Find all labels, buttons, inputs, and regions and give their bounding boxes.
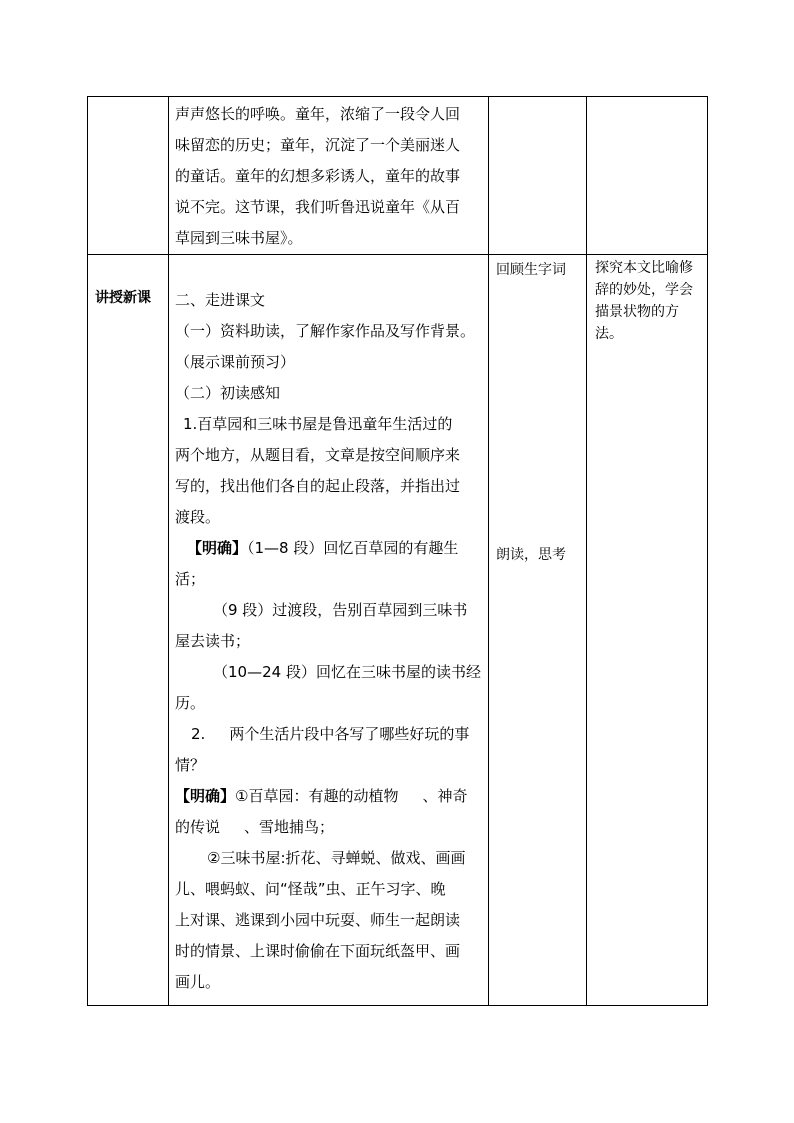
text-line: 的童话。童年的幻想多彩诱人，童年的故事	[175, 167, 461, 185]
text-span: 、雪地捕鸟；	[244, 818, 335, 836]
text-line: 上对课、逃课到小园中玩耍、师生一起朗读	[175, 911, 461, 929]
text-line: 写的，找出他们各自的起止段落，并指出过	[175, 477, 461, 495]
item-number: 2.	[191, 725, 206, 743]
text-line: （9 段）过渡段，告别百草园到三味书	[213, 601, 468, 619]
text-line: ②三味书屋:折花、寻蝉蜕、做戏、画画	[207, 849, 466, 867]
text-line: 说不完。这节课，我们听鲁迅说童年《从百	[175, 198, 461, 216]
text-line: 两个地方，从题目看，文章是按空间顺序来	[175, 446, 461, 464]
section-label: 讲授新课	[95, 290, 151, 306]
design-intent-cell	[587, 255, 708, 1006]
text-line: 画儿。	[175, 973, 221, 991]
text-line	[175, 781, 482, 812]
activity-review: 回顾生字词	[496, 262, 566, 278]
activity-read: 朗读，思考	[496, 547, 566, 563]
text-span: 、神奇	[422, 787, 468, 805]
text-span: （1—8 段）回忆百草园的有趣生	[247, 539, 459, 557]
text-span: 的传说	[175, 818, 221, 836]
table-row	[88, 255, 708, 1006]
text-line: （10—24 段）回忆在三味书屋的读书经	[213, 663, 481, 681]
text-line: （展示课前预习）	[175, 353, 296, 371]
text-line: （一）资料助读，了解作家作品及写作背景。	[175, 322, 476, 340]
lesson-content-cell	[169, 255, 489, 1006]
table-cell-empty	[88, 97, 169, 255]
text-line: 味留恋的历史；童年，沉淀了一个美丽迷人	[175, 136, 461, 154]
text-line: 声声悠长的呼唤。童年，浓缩了一段令人回	[175, 105, 461, 123]
text-line: 情？	[175, 756, 206, 774]
table-cell-empty	[587, 97, 708, 255]
design-intent-text: 探究本文比喻修辞的妙处，学会描景状物的方法。	[595, 260, 693, 342]
text-line: 1.百草园和三味书屋是鲁迅童年生活过的	[183, 415, 453, 433]
table-cell-empty	[489, 97, 587, 255]
clarify-label: 【明确】	[187, 539, 248, 557]
text-line: 活；	[175, 570, 206, 588]
text-line: 历。	[175, 694, 206, 712]
text-line	[175, 533, 482, 564]
clarify-label: 【明确】	[175, 787, 236, 805]
text-span: 两个生活片段中各写了哪些好玩的事	[229, 725, 470, 743]
lesson-plan-table	[87, 96, 708, 1006]
text-line: 儿、喂蚂蚁、问“怪哉”虫、正午习字、晚	[175, 880, 446, 898]
text-line	[175, 719, 482, 750]
table-row	[88, 97, 708, 255]
text-line: 二、走进课文	[175, 291, 266, 309]
text-line: 时的情景、上课时偷偷在下面玩纸盔甲、画	[175, 942, 461, 960]
text-span: ①百草园：有趣的动植物	[235, 787, 399, 805]
student-activity-cell	[489, 255, 587, 1006]
text-line	[175, 812, 482, 843]
intro-text-cell	[169, 97, 489, 255]
text-line: （二）初读感知	[175, 384, 281, 402]
section-label-cell	[88, 255, 169, 1006]
text-line: 屋去读书；	[175, 632, 251, 650]
text-line: 草园到三味书屋》。	[175, 229, 303, 247]
text-line: 渡段。	[175, 508, 221, 526]
